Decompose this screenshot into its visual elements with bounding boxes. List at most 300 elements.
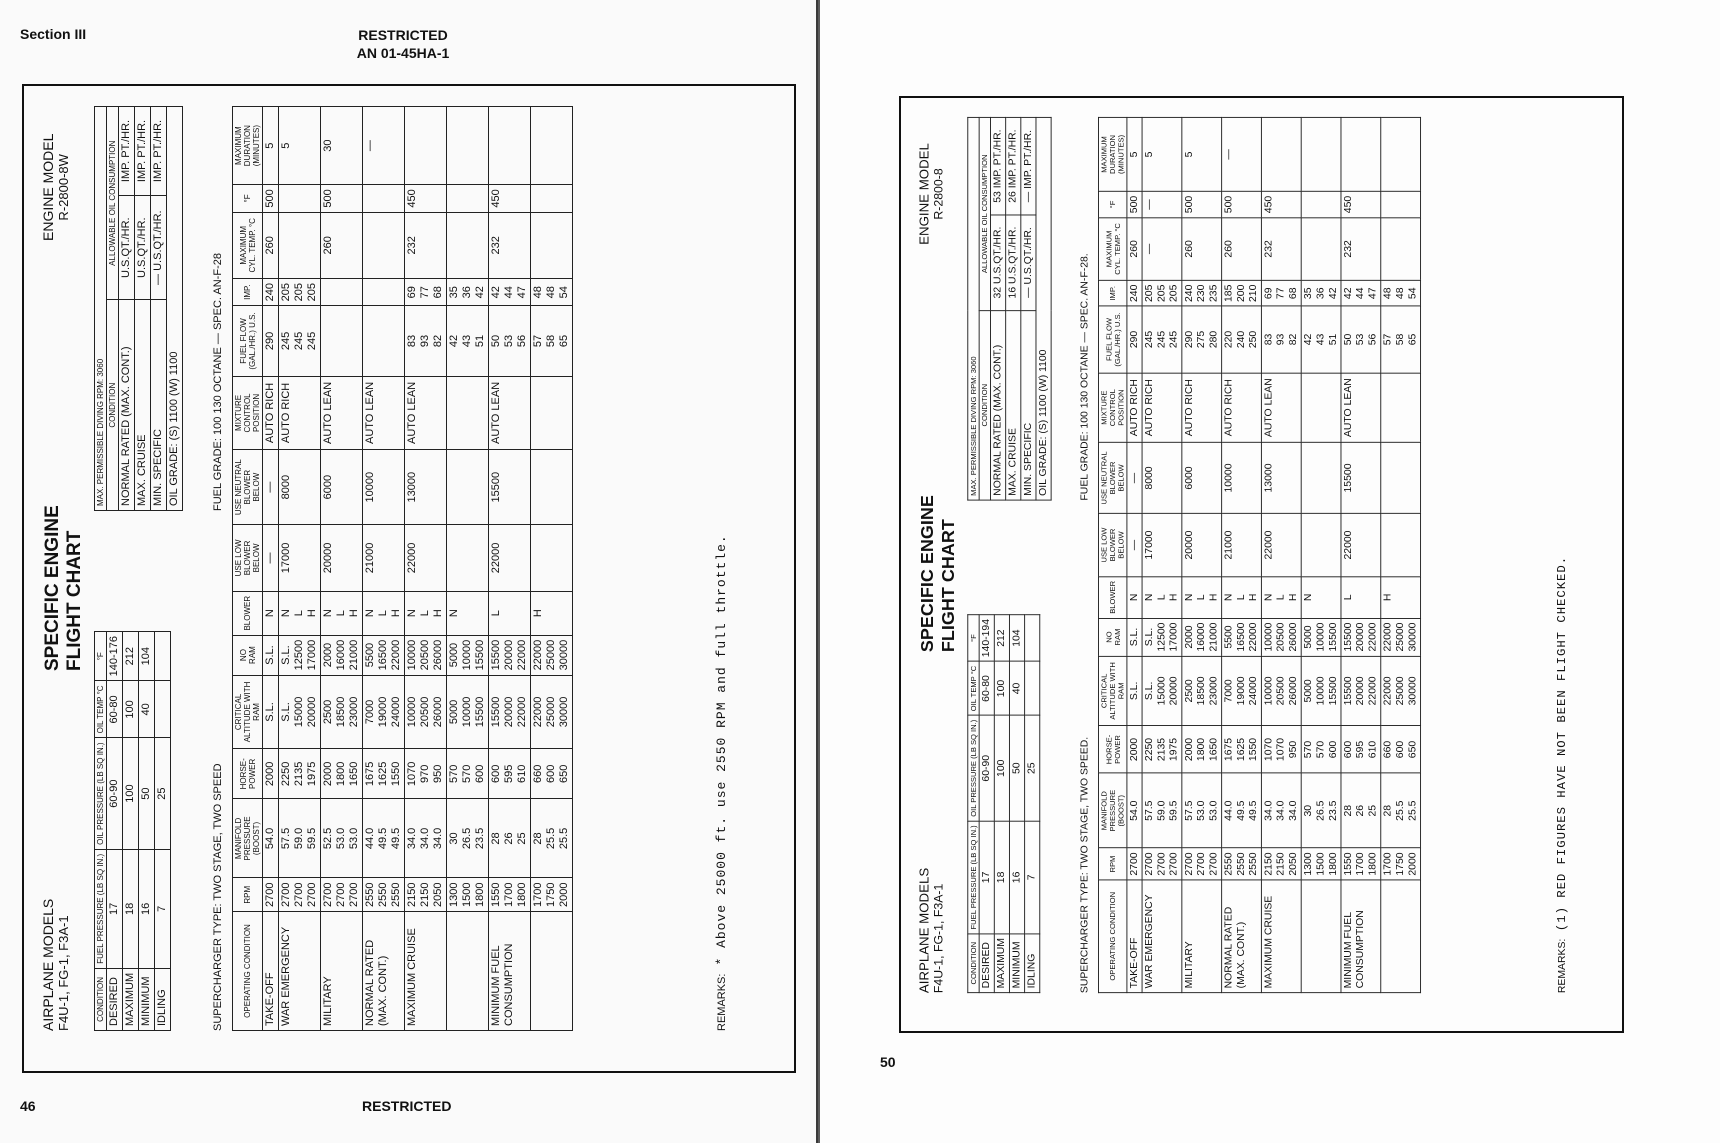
- main-header: BLOWER: [1098, 577, 1126, 618]
- main-cell: [321, 107, 363, 185]
- pressure-cell: 60-80: [979, 662, 994, 716]
- main-cell: [1341, 618, 1381, 656]
- pressure-cell: MAXIMUM: [994, 934, 1009, 993]
- main-cell: [405, 635, 447, 675]
- main-cell-value: 240: [1128, 284, 1140, 302]
- pressure-table: [967, 614, 1040, 993]
- main-cell-value: 21000: [1207, 622, 1220, 652]
- main-cell-value: MAXIMUM CRUISE: [1262, 895, 1275, 989]
- main-cell-value: L: [490, 610, 502, 617]
- main-cell-value: N: [1223, 593, 1235, 602]
- main-header: °F: [1098, 192, 1126, 218]
- main-cell-value: 16500: [1235, 622, 1247, 652]
- pressure-row: [979, 615, 994, 993]
- main-cell-value: 2700: [264, 882, 276, 907]
- main-cell-value: 82: [432, 334, 444, 348]
- main-cell-value: 1550: [1247, 737, 1260, 762]
- main-cell-value: S.L.: [1143, 681, 1155, 701]
- main-cell: [1222, 577, 1262, 618]
- oil-cell: U.S.QT./HR.: [119, 195, 135, 299]
- main-cell: [279, 107, 321, 185]
- main-cell-value: 53: [503, 334, 515, 348]
- main-cell-value: 49.5: [1247, 800, 1260, 821]
- main-cell-value: 53.0: [1195, 800, 1207, 821]
- main-cell-value: L: [1342, 594, 1354, 601]
- oil-cell: MAX. CRUISE: [135, 300, 151, 511]
- main-header: MIXTURE CONTROL POSITION: [1098, 373, 1126, 443]
- main-cell-value: 35: [1302, 287, 1314, 300]
- oil-cell: 32 U.S.QT./HR.: [991, 215, 1006, 311]
- main-cell-value: 232: [490, 236, 502, 255]
- oil-header-allowable: ALLOWABLE OIL CONSUMPTION: [979, 117, 990, 310]
- main-cell: [405, 306, 447, 376]
- main-cell-value: 245: [293, 331, 305, 351]
- main-header: MANIFOLD PRESSURE (BOOST): [1098, 773, 1126, 848]
- main-cell: [1381, 513, 1421, 576]
- main-cell-value: 10000: [461, 639, 473, 671]
- main-cell-value: L: [1275, 594, 1287, 601]
- main-cell: [1182, 880, 1222, 993]
- main-cell-value: 610: [1367, 740, 1379, 759]
- main-cell-value: 450: [406, 189, 418, 208]
- main-cell-value: 500: [322, 189, 334, 208]
- main-cell: [263, 911, 279, 1030]
- main-cell-value: —: [364, 140, 376, 152]
- main-cell-value: 2000: [1183, 625, 1195, 649]
- main-cell-value: MILITARY: [322, 976, 334, 1026]
- main-cell: [263, 635, 279, 675]
- header-restricted: RESTRICTED: [358, 27, 448, 43]
- main-cell-value: 17000: [1143, 530, 1155, 560]
- main-cell: [1301, 513, 1341, 576]
- main-cell-value: 280: [1207, 330, 1220, 349]
- main-cell-value: 52.5: [322, 827, 334, 850]
- main-cell-value: 48: [532, 286, 544, 299]
- main-cell-value: 205: [1168, 284, 1180, 302]
- engine-model: [916, 143, 946, 245]
- main-cell-value: 59.0: [293, 827, 305, 850]
- main-cell: [531, 911, 573, 1030]
- main-cell-value: 600: [545, 764, 557, 783]
- main-cell-value: 205: [293, 283, 305, 302]
- main-cell: [1301, 217, 1341, 280]
- main-cell-value: —: [1143, 199, 1155, 210]
- main-cell: [1381, 577, 1421, 618]
- main-cell-value: 1750: [545, 882, 557, 907]
- main-cell-value: 2700: [1207, 852, 1220, 876]
- main-cell-value: 2150: [419, 882, 431, 907]
- main-row: [1182, 117, 1222, 992]
- main-cell-value: 18500: [1195, 676, 1207, 706]
- main-cell-value: 500: [1183, 195, 1195, 214]
- main-cell: [1341, 577, 1381, 618]
- main-cell-value: 2000: [558, 882, 570, 907]
- main-cell-value: 24000: [390, 696, 402, 728]
- main-cell: [1301, 373, 1341, 443]
- main-cell: [363, 591, 405, 635]
- pressure-cell: 7: [155, 849, 171, 968]
- pressure-cell: 212: [123, 632, 139, 681]
- main-cell-value: 57.5: [280, 827, 292, 850]
- main-cell-value: 50: [490, 334, 502, 348]
- main-cell: [1341, 848, 1381, 880]
- pressure-row: [155, 632, 171, 1031]
- pressure-cell: 17: [107, 849, 123, 968]
- main-cell-value: 200: [1235, 284, 1247, 302]
- main-cell-value: 43: [1314, 333, 1327, 346]
- main-header: FUEL FLOW (GAL./HR.) U.S.: [1098, 306, 1126, 372]
- main-cell: [405, 107, 447, 185]
- main-cell-value: N: [448, 609, 460, 618]
- chart-title-line2: FLIGHT CHART: [64, 530, 85, 671]
- main-cell-value: 245: [306, 331, 318, 351]
- main-cell-value: 5: [264, 142, 276, 149]
- main-row: [321, 107, 363, 1031]
- main-cell-value: 77: [419, 286, 431, 299]
- pressure-cell: 212: [994, 615, 1009, 662]
- main-cell: [1142, 373, 1182, 443]
- main-cell-value: N: [1128, 593, 1140, 602]
- main-header: MAXIMUM DURATION (MINUTES): [1098, 117, 1126, 191]
- main-cell: [1182, 117, 1222, 191]
- oil-cell: MIN. SPECIFIC: [151, 300, 167, 511]
- main-cell: [1301, 618, 1341, 656]
- main-cell-value: 65: [558, 334, 570, 348]
- main-header: IMP.: [1098, 280, 1126, 306]
- main-cell: [1381, 192, 1421, 218]
- main-row: [279, 107, 321, 1031]
- main-cell: [489, 878, 531, 911]
- main-cell-value: 660: [1382, 740, 1394, 759]
- main-cell-value: 2700: [335, 882, 347, 907]
- main-cell-value: NORMAL RATED (MAX. CONT.): [364, 939, 389, 1026]
- main-cell-value: 6000: [1183, 466, 1195, 490]
- main-row: [1341, 117, 1381, 992]
- main-cell-value: 570: [461, 764, 473, 783]
- main-cell: [321, 749, 363, 799]
- main-cell-value: 22000: [1247, 622, 1260, 652]
- main-cell-value: AUTO LEAN: [364, 381, 376, 445]
- main-cell-value: H: [390, 609, 402, 618]
- main-cell-value: 2700: [1195, 852, 1207, 876]
- main-cell-value: AUTO RICH: [1143, 379, 1155, 437]
- main-cell-value: 15500: [490, 471, 502, 503]
- main-cell: [531, 675, 573, 749]
- main-cell-value: L: [1195, 594, 1207, 601]
- main-cell-value: 34.0: [406, 827, 418, 850]
- pressure-cell: [1025, 662, 1040, 716]
- main-cell-value: NORMAL RATED (MAX. CONT.): [1223, 906, 1247, 989]
- main-cell-value: 21000: [348, 639, 360, 671]
- main-header: MAXIMUM DURATION (MINUTES): [233, 107, 263, 185]
- main-cell-value: 59.5: [1168, 800, 1180, 821]
- main-row: [405, 107, 447, 1031]
- pressure-cell: DESIRED: [979, 934, 994, 993]
- main-header: USE LOW BLOWER BELOW: [233, 525, 263, 592]
- pressure-cell: 18: [994, 821, 1009, 934]
- pressure-cell: 40: [139, 681, 155, 738]
- main-cell-value: 1800: [335, 761, 347, 787]
- main-cell: [1261, 443, 1301, 514]
- main-cell-value: N: [264, 609, 276, 618]
- main-row: [263, 107, 279, 1031]
- pressure-cell: 16: [1009, 821, 1024, 934]
- main-cell: [405, 525, 447, 592]
- main-cell-value: 34.0: [1275, 800, 1287, 821]
- main-cell-value: 25.5: [558, 827, 570, 850]
- main-cell: [489, 911, 531, 1030]
- main-cell-value: 2550: [1247, 852, 1260, 876]
- main-cell-value: 600: [474, 764, 486, 783]
- main-cell: [1222, 513, 1262, 576]
- main-cell: [1127, 117, 1142, 191]
- main-cell-value: 30: [322, 139, 334, 152]
- main-header: NO RAM: [233, 635, 263, 675]
- main-cell-value: 2700: [322, 882, 334, 907]
- main-cell: [263, 279, 279, 306]
- main-cell-value: 5000: [1302, 679, 1314, 703]
- main-cell-value: 10000: [1262, 676, 1275, 706]
- main-cell-value: AUTO LEAN: [322, 381, 334, 445]
- main-cell-value: —: [1128, 539, 1140, 551]
- main-cell: [1341, 306, 1381, 372]
- chart-title-line2: FLIGHT CHART: [938, 519, 959, 653]
- main-cell: [489, 306, 531, 376]
- main-cell: [363, 450, 405, 525]
- main-cell-value: 10000: [1262, 622, 1275, 652]
- main-cell-value: 22000: [406, 542, 418, 574]
- main-cell-value: 25: [516, 832, 528, 845]
- pressure-header: OIL PRESSURE (LB SQ IN.): [968, 715, 979, 821]
- main-cell: [1301, 280, 1341, 306]
- pressure-row: [139, 632, 155, 1031]
- main-cell-value: 240: [264, 283, 276, 302]
- oil-header-condition: CONDITION: [979, 310, 990, 500]
- oil-consumption-table: [967, 117, 1051, 501]
- remarks-text: (1) RED FIGURES HAVE NOT BEEN FLIGHT CHECKED.: [1554, 555, 1569, 932]
- airplane-models: [40, 899, 72, 1031]
- main-cell-value: 2550: [1235, 852, 1247, 876]
- main-header: RPM: [233, 878, 263, 911]
- main-cell-value: 210: [1247, 284, 1260, 302]
- main-cell-value: TAKE-OFF: [264, 972, 276, 1026]
- main-cell-value: 53.0: [1207, 800, 1220, 821]
- main-cell-value: 22000: [532, 639, 544, 671]
- main-cell-value: 54: [1406, 287, 1419, 300]
- main-cell: [321, 212, 363, 278]
- main-cell-value: 44: [503, 286, 515, 299]
- main-cell-value: S.L.: [264, 702, 276, 722]
- main-cell-value: 15500: [474, 696, 486, 728]
- main-cell: [1222, 373, 1262, 443]
- main-cell-value: H: [348, 609, 360, 618]
- main-cell: [321, 878, 363, 911]
- main-cell-value: 1650: [348, 761, 360, 787]
- main-cell: [321, 279, 363, 306]
- main-cell-value: AUTO RICH: [1183, 379, 1195, 437]
- main-cell-value: 2700: [280, 882, 292, 907]
- main-cell-value: AUTO LEAN: [490, 381, 502, 445]
- main-header: MAXIMUM CYL. TEMP. °C: [233, 212, 263, 278]
- main-cell-value: 34.0: [1262, 800, 1275, 821]
- main-cell: [1381, 848, 1421, 880]
- main-cell: [1222, 443, 1262, 514]
- main-cell-value: 1750: [1394, 852, 1406, 876]
- oil-cell: MAX. CRUISE: [1006, 310, 1021, 500]
- main-cell-value: 1070: [406, 761, 418, 787]
- pressure-row: [107, 632, 123, 1031]
- main-cell-value: 2000: [1128, 737, 1140, 762]
- main-cell-value: 19000: [1235, 676, 1247, 706]
- main-cell-value: 42: [474, 286, 486, 299]
- main-cell-value: 20000: [1168, 676, 1180, 706]
- main-cell-value: 205: [1143, 284, 1155, 302]
- main-cell-value: 44.0: [1223, 800, 1235, 821]
- main-cell-value: MILITARY: [1183, 941, 1195, 989]
- pressure-cell: MINIMUM: [1009, 934, 1024, 993]
- main-cell: [363, 749, 405, 799]
- main-cell: [263, 212, 279, 278]
- main-cell-value: 26: [503, 832, 515, 845]
- main-cell-value: 1550: [490, 882, 502, 907]
- fuel-grade: FUEL GRADE: 100 130 OCTANE — SPEC. AN-F-28: [212, 253, 224, 511]
- main-cell-value: 1675: [364, 761, 376, 787]
- main-cell: [447, 591, 489, 635]
- oil-grade: OIL GRADE: (S) 1100 (W) 1100: [1036, 117, 1051, 500]
- main-header: USE NEUTRAL BLOWER BELOW: [233, 450, 263, 525]
- main-cell-value: 2700: [306, 882, 318, 907]
- pressure-row: [123, 632, 139, 1031]
- main-cell-value: 2550: [364, 882, 376, 907]
- supercharger-type: SUPERCHARGER TYPE: TWO STAGE, TWO SPEED: [212, 763, 224, 1031]
- main-cell-value: 22000: [532, 696, 544, 728]
- main-cell-value: 59.5: [306, 827, 318, 850]
- rotated-chart: [901, 98, 1622, 1031]
- pressure-cell: MAXIMUM: [123, 968, 139, 1030]
- main-cell-value: 290: [264, 331, 276, 351]
- main-cell-value: 26000: [1287, 622, 1299, 652]
- main-cell-value: 22000: [1367, 622, 1379, 652]
- main-cell-value: 68: [1287, 287, 1299, 300]
- main-cell-value: 20000: [1354, 676, 1367, 706]
- main-cell: [1261, 373, 1301, 443]
- main-header: MIXTURE CONTROL POSITION: [233, 376, 263, 450]
- main-cell-value: —: [264, 552, 276, 564]
- main-cell-value: —: [264, 481, 276, 493]
- main-cell-value: 50: [1342, 333, 1354, 346]
- main-cell: [1142, 443, 1182, 514]
- main-cell-value: 205: [280, 283, 292, 302]
- main-cell-value: 260: [322, 236, 334, 255]
- pressure-cell: 60-90: [107, 738, 123, 849]
- oil-cell: NORMAL RATED (MAX. CONT.): [119, 300, 135, 511]
- main-cell: [1261, 618, 1301, 656]
- main-cell-value: 260: [1223, 240, 1235, 258]
- main-cell: [1127, 880, 1142, 993]
- main-cell-value: 10000: [406, 639, 418, 671]
- main-cell-value: 51: [474, 334, 486, 348]
- pressure-cell: 50: [1009, 715, 1024, 821]
- main-cell-value: 2700: [1128, 852, 1140, 876]
- main-cell: [1301, 848, 1341, 880]
- main-cell: [279, 525, 321, 592]
- main-cell-value: N: [364, 609, 376, 618]
- main-cell: [1182, 306, 1222, 372]
- airplane-models-label: AIRPLANE MODELS: [40, 898, 56, 1031]
- main-cell-value: 5000: [448, 642, 460, 668]
- main-header: RPM: [1098, 848, 1126, 880]
- main-cell: [1341, 373, 1381, 443]
- main-cell-value: 22000: [1382, 676, 1394, 706]
- main-cell-value: AUTO RICH: [280, 382, 292, 444]
- main-cell: [531, 799, 573, 878]
- main-cell-value: 23000: [1207, 676, 1220, 706]
- pressure-cell: 25: [155, 738, 171, 849]
- main-cell: [263, 525, 279, 592]
- main-header: USE LOW BLOWER BELOW: [1098, 513, 1126, 576]
- main-cell-value: 245: [1155, 330, 1168, 349]
- main-cell: [279, 675, 321, 749]
- main-cell: [405, 185, 447, 212]
- main-cell-value: 1700: [1354, 852, 1367, 876]
- main-cell: [263, 185, 279, 212]
- remarks-label: REMARKS:: [716, 973, 728, 1031]
- oil-row: [991, 117, 1006, 500]
- pressure-cell: DESIRED: [107, 968, 123, 1030]
- main-cell: [1301, 656, 1341, 726]
- main-row: [531, 107, 573, 1031]
- main-row: [1381, 117, 1421, 992]
- main-cell: [1261, 656, 1301, 726]
- main-cell-value: 2550: [377, 882, 389, 907]
- pressure-cell: 100: [123, 738, 139, 849]
- remarks: [1555, 556, 1569, 993]
- main-cell: [405, 911, 447, 1030]
- main-cell-value: H: [1207, 593, 1220, 602]
- main-cell-value: 2000: [322, 642, 334, 668]
- main-cell: [1182, 373, 1222, 443]
- main-cell: [1381, 773, 1421, 848]
- oil-header-row: [979, 117, 990, 500]
- main-cell: [363, 212, 405, 278]
- main-cell: [1222, 773, 1262, 848]
- main-cell: [1142, 217, 1182, 280]
- main-cell: [363, 878, 405, 911]
- main-cell-value: 450: [1262, 195, 1275, 214]
- main-cell-value: 49.5: [390, 827, 402, 850]
- main-cell-value: 93: [1275, 333, 1287, 346]
- main-cell-value: 83: [406, 334, 418, 348]
- main-cell: [1341, 192, 1381, 218]
- pressure-cell: 100: [994, 662, 1009, 716]
- main-cell: [405, 675, 447, 749]
- pressure-header: CONDITION: [95, 968, 107, 1030]
- main-cell: [1381, 618, 1421, 656]
- main-cell-value: 20500: [419, 639, 431, 671]
- main-cell-value: 22000: [516, 696, 528, 728]
- main-cell-value: 5: [1143, 151, 1155, 158]
- main-cell: [321, 591, 363, 635]
- main-cell-value: 20000: [1183, 530, 1195, 560]
- main-cell-value: S.L.: [1128, 627, 1140, 647]
- main-cell: [1261, 513, 1301, 576]
- main-cell: [489, 749, 531, 799]
- main-cell-value: 53.0: [348, 827, 360, 850]
- main-cell-value: 220: [1223, 330, 1235, 349]
- main-cell-value: 205: [1155, 284, 1168, 302]
- main-cell-value: 26000: [1287, 676, 1299, 706]
- engine-model-label: ENGINE MODEL: [916, 143, 932, 245]
